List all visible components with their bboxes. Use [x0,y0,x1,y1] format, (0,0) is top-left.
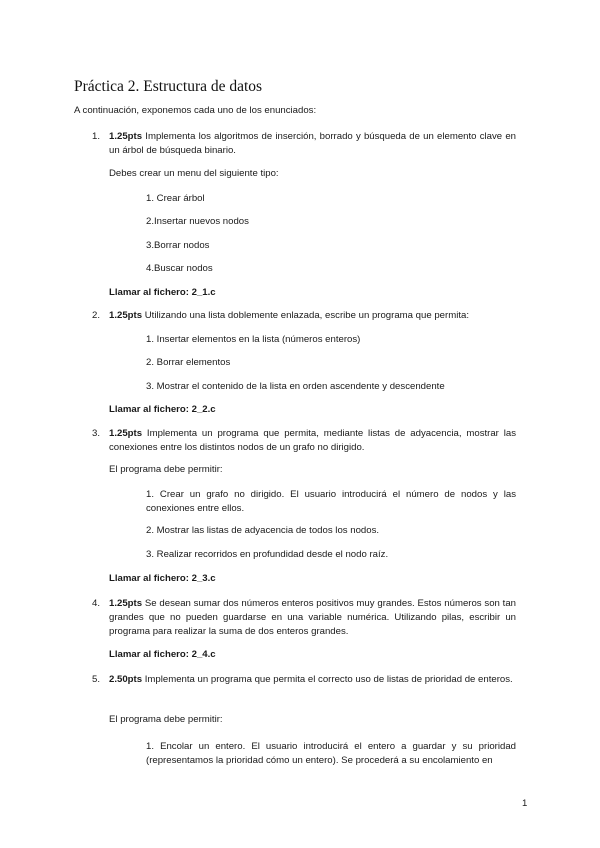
list-item: 2. Mostrar las listas de adyacencia de todos los nodos. [146,525,380,536]
exercise-points: 2.50pts [109,674,143,685]
exercise-lead: Debes crear un menu del siguiente tipo: [109,168,279,179]
file-name: Llamar al fichero: 2_2.c [109,404,216,415]
file-name: Llamar al fichero: 2_4.c [109,649,216,660]
exercise-statement [109,130,516,158]
exercise-text: Se desean sumar dos números enteros positivos muy grandes. Estos números son tan grandes que no pueden guardarse en una variable numérica. Utilizando pilas, escribir un programa para realizar la suma de dos enteros grandes. [109,598,516,637]
exercise-statement [109,309,516,323]
list-item: 1. Crear un grafo no dirigido. El usuario introducirá el número de nodos y las conexiones entre ellos. [146,489,516,514]
exercise-lead: El programa debe permitir: [109,464,223,475]
exercise-number: 4. [92,598,101,609]
exercise-text: Implementa un programa que permita el correcto uso de listas de prioridad de enteros. [142,674,513,685]
menu-item: 2.Insertar nuevos nodos [146,216,249,227]
exercise-text: Implementa un programa que permita, mediante listas de adyacencia, mostrar las conexiones entre los distintos nodos de un grafo no dirigido. [109,428,516,453]
menu-item: 3.Borrar nodos [146,240,210,251]
list-item: 3. Realizar recorridos en profundidad desde el nodo raíz. [146,549,389,560]
page-number: 1 [522,798,528,809]
exercise-lead: El programa debe permitir: [109,714,223,725]
exercise-points: 1.25pts [109,598,143,609]
exercise-text: Utilizando una lista doblemente enlazada, escribe un programa que permita: [142,310,469,321]
exercise-statement [109,673,516,687]
page-title: Práctica 2. Estructura de datos [74,78,263,95]
file-name: Llamar al fichero: 2_3.c [109,573,216,584]
intro-text: A continuación, exponemos cada uno de los enunciados: [74,105,317,116]
exercise-points: 1.25pts [109,131,143,142]
exercise-number: 3. [92,428,101,439]
exercise-statement [109,597,516,639]
exercise-text: Implementa los algoritmos de inserción, borrado y búsqueda de un elemento clave en un árbol de búsqueda binario. [109,131,516,156]
exercise-number: 5. [92,674,101,685]
list-item: 1. Encolar un entero. El usuario introducirá el entero a guardar y su prioridad (representamos la prioridad cómo un entero). Se procederá a su encolamiento en [146,741,516,766]
exercise-points: 1.25pts [109,310,143,321]
exercise-number: 2. [92,310,101,321]
list-item: 1. Insertar elementos en la lista (números enteros) [146,334,361,345]
menu-item: 1. Crear árbol [146,193,205,204]
exercise-points: 1.25pts [109,428,143,439]
file-name: Llamar al fichero: 2_1.c [109,287,216,298]
list-item: 2. Borrar elementos [146,357,231,368]
exercise-statement [109,427,516,455]
menu-item: 4.Buscar nodos [146,263,213,274]
list-item: 3. Mostrar el contenido de la lista en orden ascendente y descendente [146,381,445,392]
exercise-number: 1. [92,131,101,142]
